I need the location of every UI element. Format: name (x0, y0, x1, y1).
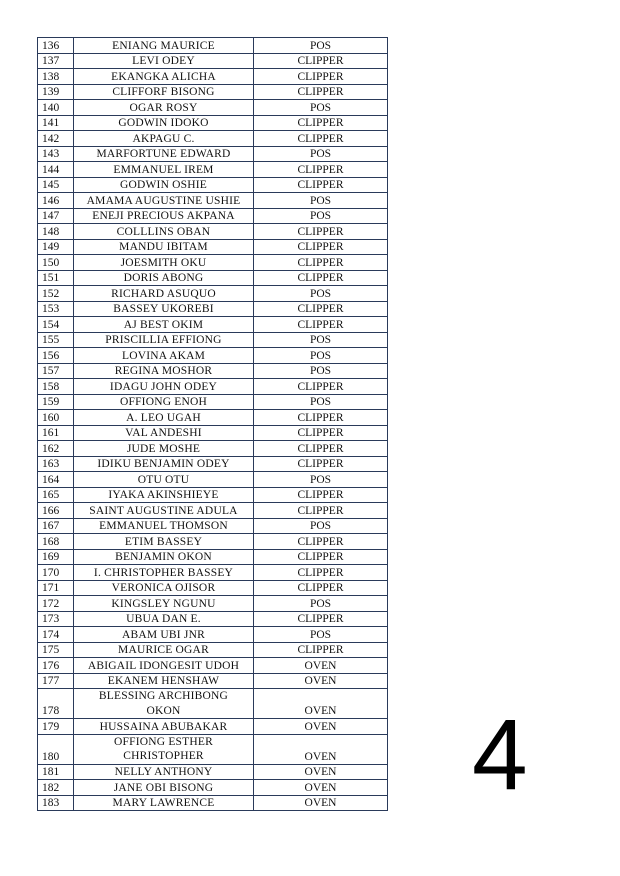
equipment-type-cell: CLIPPER (254, 549, 388, 565)
row-number-cell: 156 (38, 348, 74, 364)
equipment-type-cell: CLIPPER (254, 441, 388, 457)
name-cell: GODWIN IDOKO (74, 115, 254, 131)
name-cell: BENJAMIN OKON (74, 549, 254, 565)
equipment-type-cell: OVEN (254, 673, 388, 689)
table-row (38, 425, 388, 441)
name-cell: LOVINA AKAM (74, 348, 254, 364)
name-cell: OTU OTU (74, 472, 254, 488)
table-row (38, 780, 388, 796)
name-cell: MARFORTUNE EDWARD (74, 146, 254, 162)
name-cell: RICHARD ASUQUO (74, 286, 254, 302)
row-number-cell: 140 (38, 100, 74, 116)
name-cell: SAINT AUGUSTINE ADULA (74, 503, 254, 519)
table-row (38, 719, 388, 735)
table-row (38, 348, 388, 364)
row-number-cell: 149 (38, 239, 74, 255)
table-row (38, 549, 388, 565)
name-cell: MANDU IBITAM (74, 239, 254, 255)
name-cell: ABIGAIL IDONGESIT UDOH (74, 658, 254, 674)
roster-table-body (38, 38, 388, 811)
row-number-cell: 157 (38, 363, 74, 379)
name-cell: ABAM UBI JNR (74, 627, 254, 643)
table-row (38, 208, 388, 224)
equipment-type-cell: POS (254, 146, 388, 162)
equipment-type-cell: CLIPPER (254, 642, 388, 658)
table-row (38, 503, 388, 519)
name-cell: IDIKU BENJAMIN ODEY (74, 456, 254, 472)
name-cell: NELLY ANTHONY (74, 764, 254, 780)
equipment-type-cell: CLIPPER (254, 565, 388, 581)
equipment-type-cell: CLIPPER (254, 84, 388, 100)
equipment-type-cell: POS (254, 518, 388, 534)
row-number-cell: 161 (38, 425, 74, 441)
name-cell: VAL ANDESHI (74, 425, 254, 441)
equipment-type-cell: CLIPPER (254, 534, 388, 550)
table-row (38, 627, 388, 643)
name-cell: EMMANUEL IREM (74, 162, 254, 178)
name-cell: OFFIONG ENOH (74, 394, 254, 410)
name-cell: IYAKA AKINSHIEYE (74, 487, 254, 503)
equipment-type-cell: POS (254, 363, 388, 379)
row-number-cell: 174 (38, 627, 74, 643)
table-row (38, 673, 388, 689)
table-row (38, 441, 388, 457)
row-number-cell: 164 (38, 472, 74, 488)
name-cell-line: CHRISTOPHER (123, 750, 204, 762)
name-cell: CLIFFORF BISONG (74, 84, 254, 100)
table-row (38, 177, 388, 193)
row-number-cell: 179 (38, 719, 74, 735)
name-cell: EKANGKA ALICHA (74, 69, 254, 85)
equipment-type-cell: OVEN (254, 734, 388, 764)
equipment-type-cell: POS (254, 472, 388, 488)
table-row (38, 642, 388, 658)
row-number-cell: 181 (38, 764, 74, 780)
row-number-cell: 155 (38, 332, 74, 348)
table-row (38, 270, 388, 286)
row-number-cell: 183 (38, 795, 74, 811)
row-number-cell: 143 (38, 146, 74, 162)
row-number-cell: 172 (38, 596, 74, 612)
equipment-type-cell: POS (254, 627, 388, 643)
table-row (38, 565, 388, 581)
name-cell: EMMANUEL THOMSON (74, 518, 254, 534)
equipment-type-cell: POS (254, 193, 388, 209)
row-number-cell: 163 (38, 456, 74, 472)
table-row (38, 53, 388, 69)
equipment-type-cell: CLIPPER (254, 317, 388, 333)
table-row (38, 131, 388, 147)
table-row (38, 596, 388, 612)
row-number-cell: 165 (38, 487, 74, 503)
table-row (38, 255, 388, 271)
name-cell (74, 734, 254, 764)
row-number-cell: 144 (38, 162, 74, 178)
table-row (38, 286, 388, 302)
name-cell: EKANEM HENSHAW (74, 673, 254, 689)
equipment-type-cell: OVEN (254, 658, 388, 674)
row-number-cell: 145 (38, 177, 74, 193)
equipment-type-cell: CLIPPER (254, 611, 388, 627)
name-cell: AKPAGU C. (74, 131, 254, 147)
equipment-type-cell: CLIPPER (254, 580, 388, 596)
table-row (38, 410, 388, 426)
table-row (38, 239, 388, 255)
row-number-cell: 176 (38, 658, 74, 674)
row-number-cell: 147 (38, 208, 74, 224)
row-number-cell: 170 (38, 565, 74, 581)
name-cell: REGINA MOSHOR (74, 363, 254, 379)
row-number-cell: 182 (38, 780, 74, 796)
table-row (38, 363, 388, 379)
table-row (38, 689, 388, 719)
equipment-type-cell: CLIPPER (254, 456, 388, 472)
name-cell: VERONICA OJISOR (74, 580, 254, 596)
row-number-cell: 167 (38, 518, 74, 534)
equipment-type-cell: CLIPPER (254, 487, 388, 503)
name-cell: I. CHRISTOPHER BASSEY (74, 565, 254, 581)
row-number-cell: 159 (38, 394, 74, 410)
table-row (38, 193, 388, 209)
equipment-type-cell: CLIPPER (254, 503, 388, 519)
name-cell: UBUA DAN E. (74, 611, 254, 627)
equipment-type-cell: CLIPPER (254, 177, 388, 193)
row-number-cell: 148 (38, 224, 74, 240)
row-number-cell: 171 (38, 580, 74, 596)
equipment-type-cell: CLIPPER (254, 239, 388, 255)
name-cell: GODWIN OSHIE (74, 177, 254, 193)
name-cell: BASSEY UKOREBI (74, 301, 254, 317)
name-cell: DORIS ABONG (74, 270, 254, 286)
name-cell: AMAMA AUGUSTINE USHIE (74, 193, 254, 209)
name-cell: JUDE MOSHE (74, 441, 254, 457)
equipment-type-cell: CLIPPER (254, 69, 388, 85)
table-row (38, 100, 388, 116)
table-row (38, 84, 388, 100)
name-cell: ETIM BASSEY (74, 534, 254, 550)
page-number: 4 (472, 699, 528, 811)
equipment-type-cell: OVEN (254, 719, 388, 735)
table-row (38, 580, 388, 596)
name-cell: JANE OBI BISONG (74, 780, 254, 796)
table-row (38, 611, 388, 627)
equipment-type-cell: CLIPPER (254, 410, 388, 426)
row-number-cell: 136 (38, 38, 74, 54)
row-number-cell: 151 (38, 270, 74, 286)
table-row (38, 332, 388, 348)
equipment-type-cell: POS (254, 38, 388, 54)
name-cell: ENEJI PRECIOUS AKPANA (74, 208, 254, 224)
table-row (38, 115, 388, 131)
name-cell: JOESMITH OKU (74, 255, 254, 271)
table-row (38, 658, 388, 674)
equipment-type-cell: POS (254, 332, 388, 348)
table-row (38, 394, 388, 410)
equipment-type-cell: CLIPPER (254, 425, 388, 441)
row-number-cell: 168 (38, 534, 74, 550)
row-number-cell: 177 (38, 673, 74, 689)
row-number-cell: 138 (38, 69, 74, 85)
name-cell: KINGSLEY NGUNU (74, 596, 254, 612)
name-cell: PRISCILLIA EFFIONG (74, 332, 254, 348)
row-number-cell: 175 (38, 642, 74, 658)
table-row (38, 487, 388, 503)
row-number-cell: 158 (38, 379, 74, 395)
equipment-type-cell: OVEN (254, 795, 388, 811)
row-number-cell: 146 (38, 193, 74, 209)
row-number-cell: 169 (38, 549, 74, 565)
equipment-type-cell: POS (254, 348, 388, 364)
row-number-cell: 142 (38, 131, 74, 147)
table-row (38, 224, 388, 240)
row-number-cell: 137 (38, 53, 74, 69)
table-row (38, 317, 388, 333)
row-number-cell: 153 (38, 301, 74, 317)
table-row (38, 379, 388, 395)
name-cell-line: BLESSING ARCHIBONG (98, 690, 229, 702)
equipment-type-cell: POS (254, 100, 388, 116)
table-row (38, 146, 388, 162)
equipment-type-cell: POS (254, 208, 388, 224)
equipment-type-cell: POS (254, 394, 388, 410)
equipment-type-cell: CLIPPER (254, 301, 388, 317)
name-cell: MARY LAWRENCE (74, 795, 254, 811)
row-number-cell: 160 (38, 410, 74, 426)
table-row (38, 301, 388, 317)
equipment-type-cell: POS (254, 596, 388, 612)
name-cell: LEVI ODEY (74, 53, 254, 69)
name-cell: ENIANG MAURICE (74, 38, 254, 54)
table-row (38, 38, 388, 54)
table-row (38, 472, 388, 488)
equipment-type-cell: CLIPPER (254, 53, 388, 69)
table-row (38, 456, 388, 472)
equipment-type-cell: CLIPPER (254, 270, 388, 286)
name-cell: MAURICE OGAR (74, 642, 254, 658)
name-cell: A. LEO UGAH (74, 410, 254, 426)
row-number-cell: 139 (38, 84, 74, 100)
row-number-cell: 141 (38, 115, 74, 131)
row-number-cell: 152 (38, 286, 74, 302)
name-cell-line: OKON (146, 704, 181, 717)
table-row (38, 534, 388, 550)
equipment-type-cell: CLIPPER (254, 255, 388, 271)
equipment-type-cell: CLIPPER (254, 224, 388, 240)
equipment-type-cell: OVEN (254, 780, 388, 796)
name-cell-line: OFFIONG ESTHER (114, 735, 213, 748)
equipment-type-cell: OVEN (254, 689, 388, 719)
table-row (38, 734, 388, 764)
row-number-cell: 154 (38, 317, 74, 333)
table-row (38, 795, 388, 811)
row-number-cell: 162 (38, 441, 74, 457)
roster-table (37, 37, 388, 811)
equipment-type-cell: POS (254, 286, 388, 302)
row-number-cell: 180 (38, 734, 74, 764)
name-cell: IDAGU JOHN ODEY (74, 379, 254, 395)
name-cell: OGAR ROSY (74, 100, 254, 116)
table-row (38, 69, 388, 85)
row-number-cell: 173 (38, 611, 74, 627)
equipment-type-cell: CLIPPER (254, 379, 388, 395)
equipment-type-cell: CLIPPER (254, 131, 388, 147)
row-number-cell: 150 (38, 255, 74, 271)
equipment-type-cell: CLIPPER (254, 115, 388, 131)
name-cell: AJ BEST OKIM (74, 317, 254, 333)
name-cell (74, 689, 254, 719)
table-row (38, 162, 388, 178)
name-cell: COLLLINS OBAN (74, 224, 254, 240)
equipment-type-cell: OVEN (254, 764, 388, 780)
equipment-type-cell: CLIPPER (254, 162, 388, 178)
name-cell: HUSSAINA ABUBAKAR (74, 719, 254, 735)
table-row (38, 518, 388, 534)
row-number-cell: 178 (38, 689, 74, 719)
row-number-cell: 166 (38, 503, 74, 519)
table-row (38, 764, 388, 780)
